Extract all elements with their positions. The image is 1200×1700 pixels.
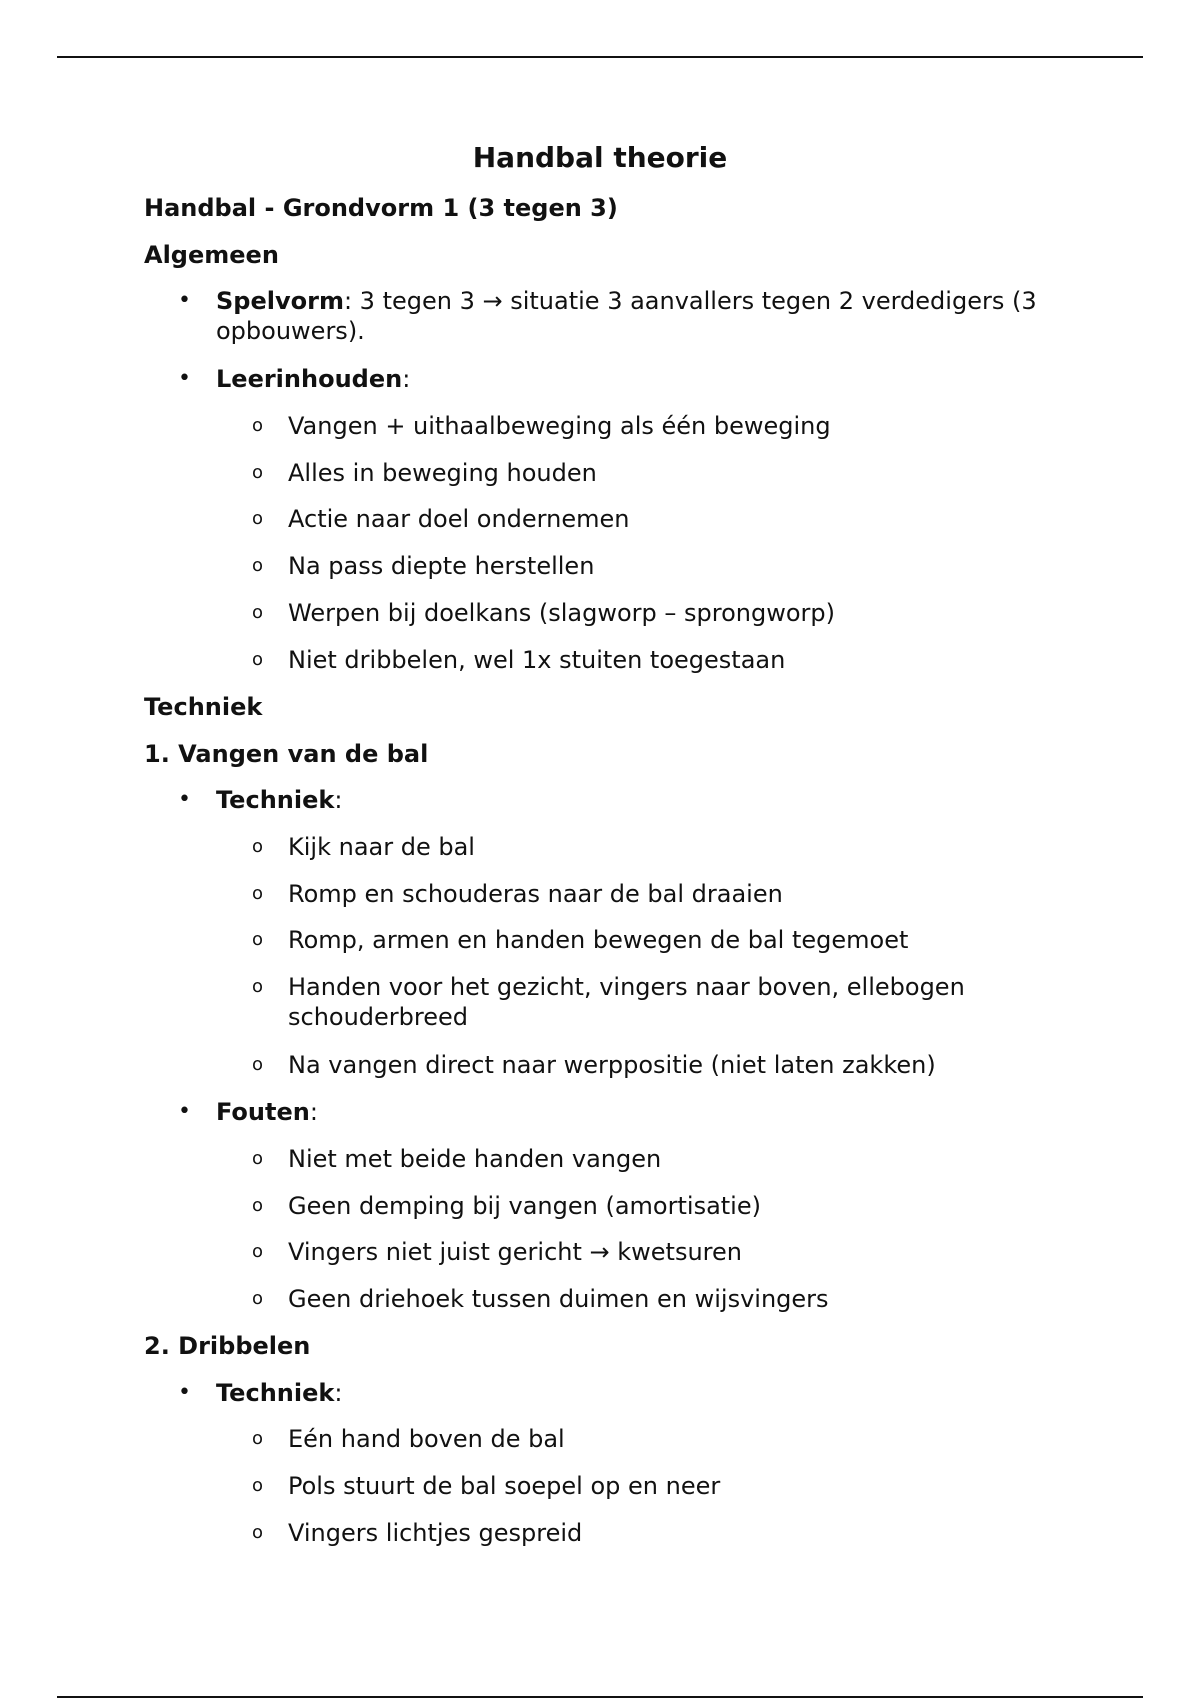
heading-vangen: 1. Vangen van de bal [144, 740, 429, 768]
page-title: Handbal theorie [472, 141, 728, 174]
list-item: Pols stuurt de bal soepel op en neer [288, 1472, 721, 1500]
list-item: Niet met beide handen vangen [288, 1145, 662, 1173]
sub-bullet-marker: o [252, 1428, 264, 1449]
list-item: Na pass diepte herstellen [288, 552, 595, 580]
list-item: Actie naar doel ondernemen [288, 505, 630, 533]
list-item: Romp, armen en handen bewegen de bal tegemoet [288, 926, 909, 954]
bullet-marker: • [178, 1099, 191, 1124]
list-item: Eén hand boven de bal [288, 1425, 565, 1453]
list-item: Vingers niet juist gericht → kwetsuren [288, 1238, 742, 1266]
vangen-techniek-label: Techniek [216, 786, 335, 814]
bottom-rule [57, 1696, 1143, 1698]
sub-bullet-marker: o [252, 1148, 264, 1169]
vangen-techniek-colon: : [334, 786, 343, 814]
sub-bullet-marker: o [252, 415, 264, 436]
bullet-marker: • [178, 366, 191, 391]
list-item: Handen voor het gezicht, vingers naar boven, ellebogen schouderbreed [288, 973, 965, 1031]
bullet-marker: • [178, 787, 191, 812]
list-item: Vingers lichtjes gespreid [288, 1519, 583, 1547]
bullet-dribbelen-techniek [216, 1378, 1056, 1408]
sub-bullet-marker: o [252, 1195, 264, 1216]
vangen-fouten-label: Fouten [216, 1098, 310, 1126]
bullet-vangen-techniek [216, 785, 1056, 815]
sub-bullet-marker: o [252, 1054, 264, 1075]
bullet-spelvorm [216, 286, 1056, 346]
list-item: Na vangen direct naar werppositie (niet laten zakken) [288, 1051, 936, 1079]
dribbelen-techniek-label: Techniek [216, 1379, 335, 1407]
sub-bullet-marker: o [252, 976, 264, 997]
list-item: Werpen bij doelkans (slagworp – sprongworp) [288, 599, 836, 627]
list-item: Kijk naar de bal [288, 833, 475, 861]
vangen-fouten-colon: : [309, 1098, 318, 1126]
heading-techniek: Techniek [144, 693, 263, 721]
leerinhouden-colon: : [402, 365, 411, 393]
sub-bullet-marker: o [252, 1522, 264, 1543]
heading-dribbelen: 2. Dribbelen [144, 1332, 311, 1360]
bullet-vangen-fouten [216, 1097, 1056, 1127]
section-title: Handbal - Grondvorm 1 (3 tegen 3) [144, 194, 618, 222]
list-item: Alles in beweging houden [288, 459, 597, 487]
sub-bullet-marker: o [252, 1288, 264, 1309]
leerinhouden-label: Leerinhouden [216, 365, 403, 393]
list-item: Geen demping bij vangen (amortisatie) [288, 1192, 761, 1220]
list-item: Geen driehoek tussen duimen en wijsvingers [288, 1285, 829, 1313]
sub-bullet-marker: o [252, 602, 264, 623]
sub-bullet-marker: o [252, 508, 264, 529]
sub-bullet-marker: o [252, 555, 264, 576]
sub-bullet-marker: o [252, 883, 264, 904]
sub-bullet-marker: o [252, 836, 264, 857]
sub-bullet-marker: o [252, 929, 264, 950]
sub-bullet-marker: o [252, 649, 264, 670]
list-item: Vangen + uithaalbeweging als één beweging [288, 412, 831, 440]
spelvorm-text: : 3 tegen 3 → situatie 3 aanvallers tegen 2 verdedigers (3 opbouwers). [216, 287, 1037, 345]
sub-bullet-marker: o [252, 1475, 264, 1496]
list-item: Niet dribbelen, wel 1x stuiten toegestaan [288, 646, 786, 674]
bullet-leerinhouden [216, 364, 1056, 394]
bullet-marker: • [178, 288, 191, 313]
list-item: Romp en schouderas naar de bal draaien [288, 880, 783, 908]
heading-algemeen: Algemeen [144, 241, 279, 269]
sub-bullet-marker: o [252, 1241, 264, 1262]
bullet-marker: • [178, 1380, 191, 1405]
spelvorm-label: Spelvorm [216, 287, 344, 315]
sub-bullet-marker: o [252, 462, 264, 483]
dribbelen-techniek-colon: : [334, 1379, 343, 1407]
